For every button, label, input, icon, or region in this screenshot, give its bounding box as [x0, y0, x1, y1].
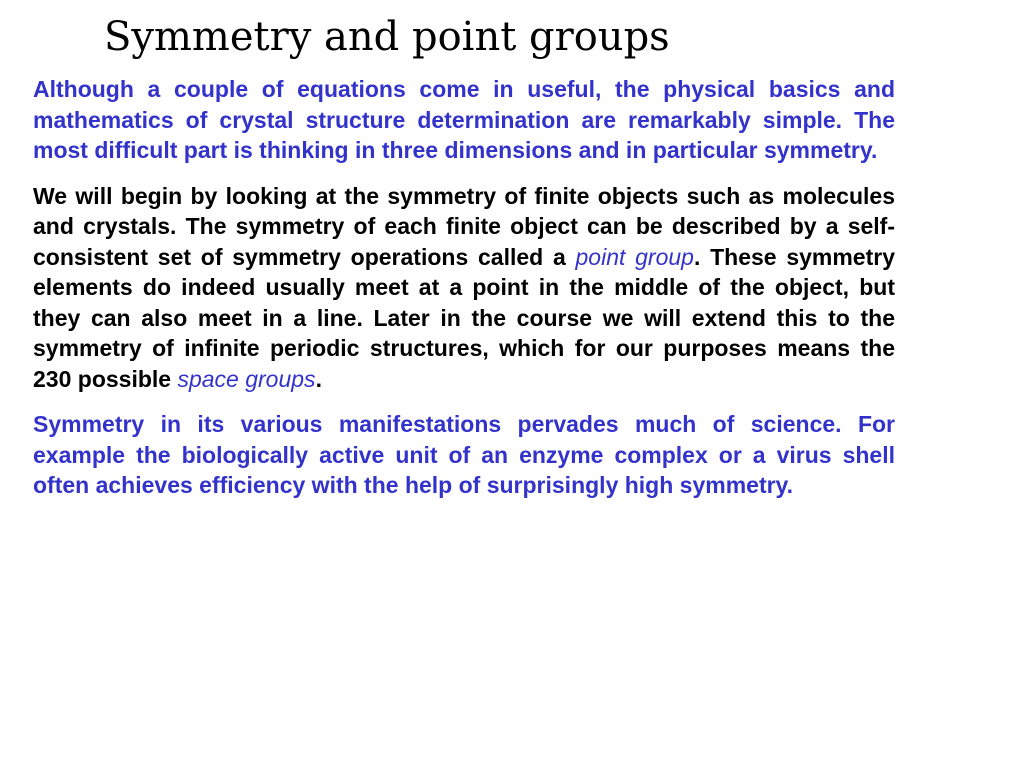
finite-text-part-1: We will begin by looking at the symmetry of finite objects such as molecules and crystals. The symmetry of each finite object can be described by a self-consistent set of symmetry operations called a: [33, 182, 895, 270]
finite-text-part-3: .: [315, 365, 322, 392]
finite-text-part-2: . These symmetry elements do indeed usually meet at a point in the middle of the object, but they can also meet in a line. Later in the course we will extend this to the symmetry of infinite periodic structures, which for our purposes means the 230 possible: [33, 243, 895, 392]
intro-paragraph: Although a couple of equations come in useful, the physical basics and mathematics of crystal structure determination are remarkably simple. The most difficult part is thinking in three dimensions and in particular symmetry.: [33, 76, 895, 163]
slide-title: Symmetry and point groups: [104, 14, 670, 60]
point-group-term: point group: [575, 243, 694, 270]
space-groups-term: space groups: [177, 365, 316, 392]
science-paragraph: Symmetry in its various manifestations pervades much of science. For example the biologically active unit of an enzyme complex or a virus shell often achieves efficiency with the help of surprisingly high symmetry.: [33, 411, 895, 498]
slide-body: [33, 74, 895, 516]
finite-objects-paragraph: [33, 181, 895, 395]
